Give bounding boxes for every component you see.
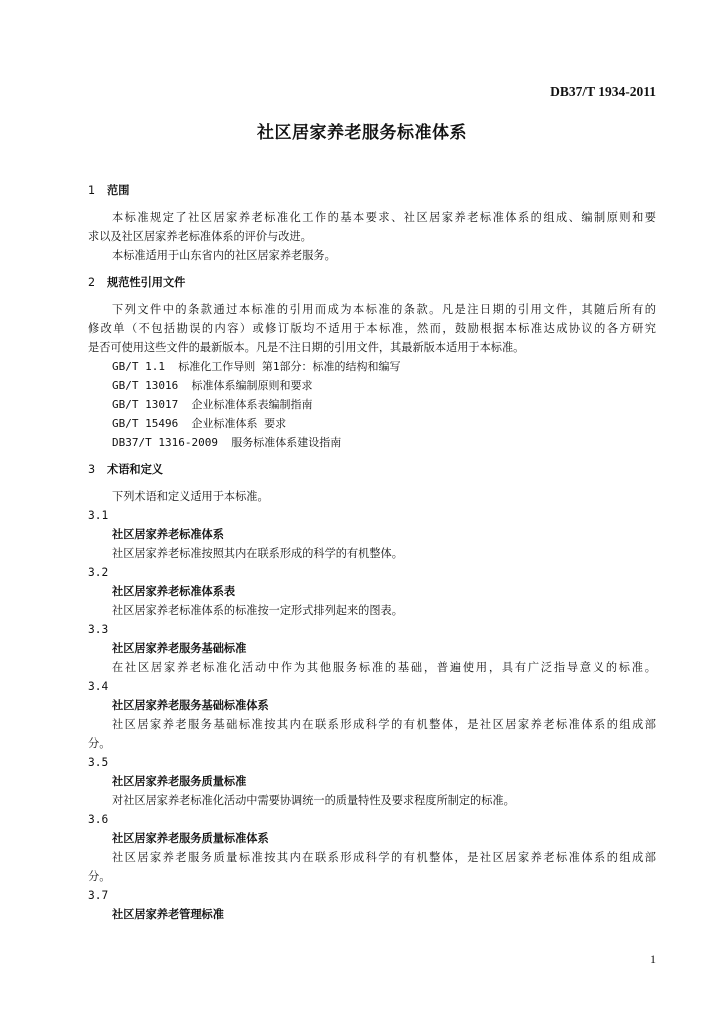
section-title: 范围 [107,184,130,197]
term-definition: 社区居家养老服务质量标准按其内在联系形成科学的有机整体，是社区居家养老标准体系的组成部 [112,851,656,864]
section-title: 规范性引用文件 [107,276,186,289]
paragraph-line: 下列术语和定义适用于本标准。 [112,490,269,503]
term-title: 社区居家养老服务质量标准 [112,775,247,788]
paragraph-line: 本标准适用于山东省内的社区居家养老服务。 [112,249,336,262]
document-body [88,181,656,924]
reference-item: GB/T 13016 标准体系编制原则和要求 [112,379,313,392]
reference-item: GB/T 13017 企业标准体系表编制指南 [112,398,313,411]
document-title: 社区居家养老服务标准体系 [257,123,467,143]
section-number: 2 [88,276,96,289]
section-1-heading [88,181,656,200]
reference-item: GB/T 15496 企业标准体系 要求 [112,417,287,430]
section-title: 术语和定义 [107,463,163,476]
reference-item: DB37/T 1316-2009 服务标准体系建设指南 [112,436,342,449]
term-number: 3.1 [88,509,109,522]
term-definition: 社区居家养老标准体系的标准按一定形式排列起来的图表。 [112,604,403,617]
term-title: 社区居家养老管理标准 [112,908,224,921]
term-number: 3.3 [88,623,109,636]
paragraph-line: 是否可使用这些文件的最新版本。凡是不注日期的引用文件，其最新版本适用于本标准。 [88,341,525,354]
term-title: 社区居家养老服务基础标准 [112,642,247,655]
section-2-heading [88,273,656,292]
term-definition: 分。 [88,870,111,883]
term-definition: 社区居家养老服务基础标准按其内在联系形成科学的有机整体，是社区居家养老标准体系的组成部 [112,718,656,731]
term-number: 3.6 [88,813,109,826]
section-3-heading [88,460,656,479]
term-number: 3.7 [88,889,109,902]
term-title: 社区居家养老标准体系 [112,528,224,541]
paragraph-line: 本标准规定了社区居家养老标准化工作的基本要求、社区居家养老标准体系的组成、编制原则和要 [112,211,656,224]
term-definition: 社区居家养老标准按照其内在联系形成的科学的有机整体。 [112,547,403,560]
term-definition: 分。 [88,737,111,750]
section-number: 1 [88,184,96,197]
doc-code: DB37/T 1934-2011 [550,84,656,99]
section-number: 3 [88,463,96,476]
term-number: 3.4 [88,680,109,693]
term-definition: 对社区居家养老标准化活动中需要协调统一的质量特性及要求程度所制定的标准。 [112,794,515,807]
term-title: 社区居家养老服务基础标准体系 [112,699,269,712]
term-number: 3.2 [88,566,109,579]
paragraph-line: 求以及社区居家养老标准体系的评价与改进。 [88,230,312,243]
reference-item: GB/T 1.1 标准化工作导则 第1部分：标准的结构和编写 [112,360,401,373]
term-title: 社区居家养老服务质量标准体系 [112,832,269,845]
paragraph-line: 修改单（不包括勘误的内容）或修订版均不适用于本标准，然而，鼓励根据本标准达成协议的各方研究 [88,322,656,335]
term-definition: 在社区居家养老标准化活动中作为其他服务标准的基础，普遍使用，具有广泛指导意义的标准。 [112,661,656,674]
term-title: 社区居家养老标准体系表 [112,585,236,598]
paragraph-line: 下列文件中的条款通过本标准的引用而成为本标准的条款。凡是注日期的引用文件，其随后所有的 [112,303,656,316]
term-number: 3.5 [88,756,109,769]
page-number: 1 [650,952,656,966]
